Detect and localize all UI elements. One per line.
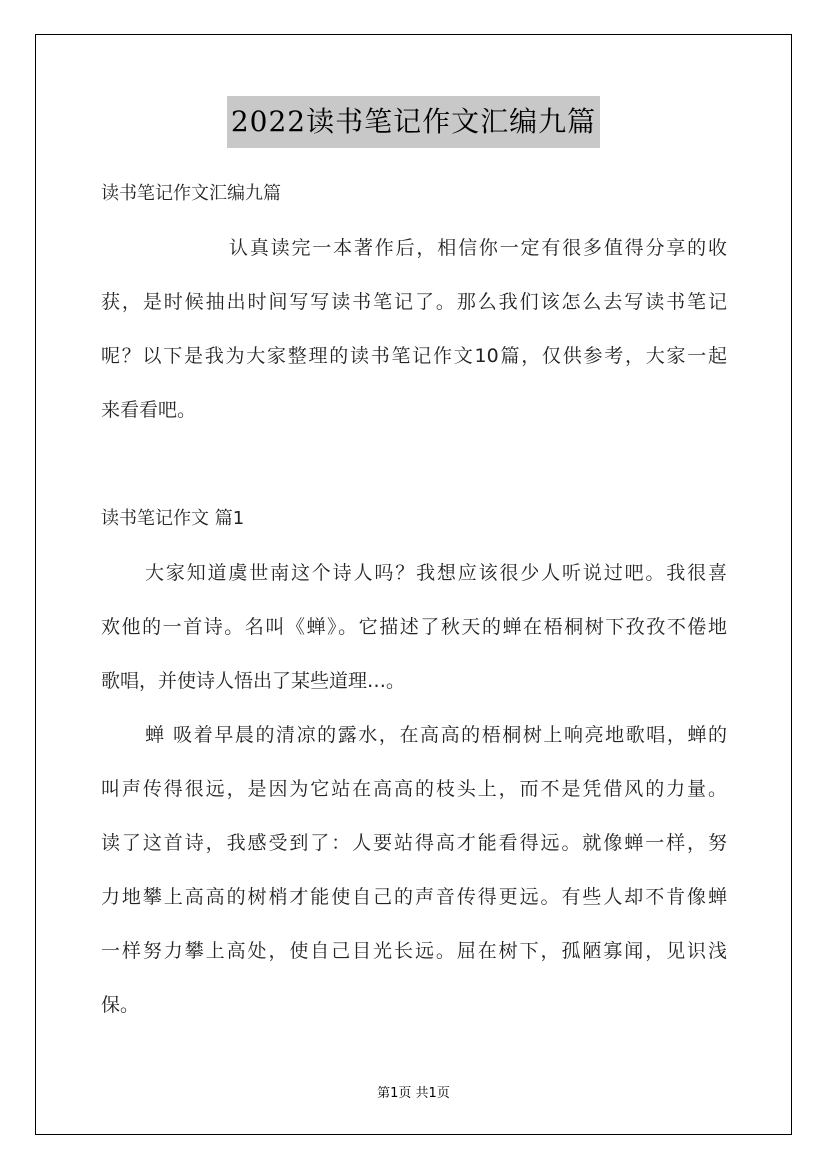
intro-line: 认真读完一本著作后，相信你一定有很多值得分享的收 bbox=[229, 237, 727, 259]
paragraph-line: 大家知道虞世南这个诗人吗？我想应该很少人听说过吧。我很喜 bbox=[145, 562, 727, 584]
page-footer: 第1页 共1页 bbox=[377, 1086, 450, 1101]
section-heading: 读书笔记作文 篇1 bbox=[101, 508, 245, 529]
paragraph-line: 一样努力攀上高处，使自己目光长远。屈在树下，孤陋寡闻，见识浅 bbox=[101, 940, 727, 962]
intro-line: 来看看吧。 bbox=[101, 399, 197, 421]
paragraph-line: 叫声传得很远，是因为它站在高高的枝头上，而不是凭借风的力量。 bbox=[101, 778, 727, 800]
paragraph-line: 力地攀上高高的树梢才能使自己的声音传得更远。有些人却不肯像蝉 bbox=[101, 886, 727, 908]
document-title: 2022读书笔记作文汇编九篇 bbox=[227, 96, 600, 148]
document-subtitle: 读书笔记作文汇编九篇 bbox=[101, 183, 281, 204]
title-container bbox=[0, 96, 827, 148]
paragraph-line: 保。 bbox=[101, 994, 140, 1016]
paragraph-line: 读了这首诗，我感受到了：人要站得高才能看得远。就像蝉一样，努 bbox=[101, 832, 727, 854]
intro-line: 呢？以下是我为大家整理的读书笔记作文10篇，仅供参考，大家一起 bbox=[101, 345, 727, 367]
paragraph-line: 欢他的一首诗。名叫《蝉》。它描述了秋天的蝉在梧桐树下孜孜不倦地 bbox=[101, 616, 727, 638]
paragraph-line: 歌唱，并使诗人悟出了某些道理…。 bbox=[101, 670, 406, 692]
intro-line: 获，是时候抽出时间写写读书笔记了。那么我们该怎么去写读书笔记 bbox=[101, 291, 727, 313]
paragraph-line: 蝉 吸着早晨的清凉的露水，在高高的梧桐树上响亮地歌唱，蝉的 bbox=[145, 724, 727, 746]
